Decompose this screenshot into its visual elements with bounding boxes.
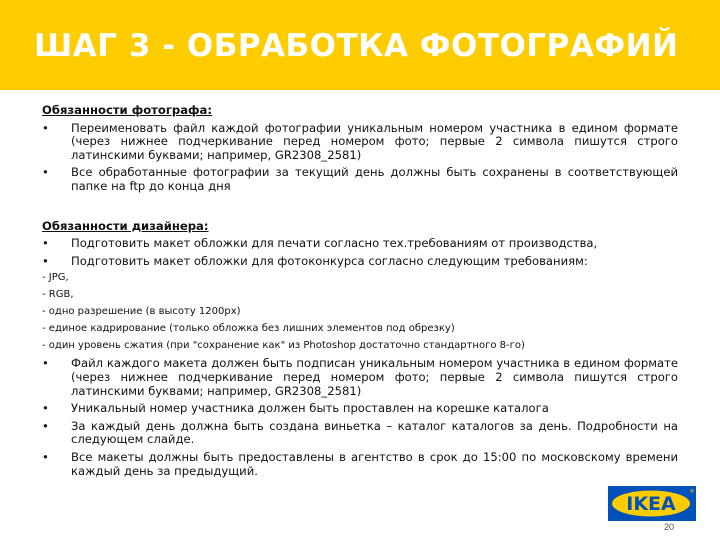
slide-body [42,104,678,482]
title-bar [0,0,720,90]
bullet-icon: • [42,120,49,135]
designer-duties-list [42,237,678,268]
slide-title: ШАГ 3 - ОБРАБОТКА ФОТОГРАФИЙ [34,28,679,64]
bullet-icon: • [42,449,49,464]
bullet-icon: • [42,401,49,416]
requirement-item: - одно разрешение (в высоту 1200px) [42,306,241,318]
list-item: • Подготовить макет обложки для фотоконкурса согласно следующим требованиям: [42,253,588,268]
bullet-icon: • [42,356,49,371]
requirement-item: - единое кадрирование (только обложка без лишних элементов под обрезку) [42,323,455,335]
list-item: • Файл каждого макета должен быть подписан уникальным номером участника в едином формате (через нижнее подчеркивание перед номером фото; первые 2 символа пишутся строго латинскими буквами; например, GR2308_2581) [42,356,678,398]
requirement-item: - JPG, [42,272,69,284]
photographer-duties-heading: Обязанности фотографа: [42,103,212,117]
photographer-duties-list [42,122,678,194]
designer-duties-heading: Обязанности дизайнера: [42,218,209,233]
list-item: • Подготовить макет обложки для печати согласно тех.требованиям от производства, [42,236,598,251]
bullet-icon: • [42,253,49,268]
requirement-item: - один уровень сжатия (при "сохранение как" из Photoshop достаточно стандартного 8-го) [42,340,525,352]
bullet-icon: • [42,165,49,180]
bullet-icon: • [42,236,49,251]
designer-duties-list-continued [42,357,678,478]
list-item: • За каждый день должна быть создана виньетка – каталог каталогов за день. Подробности на следующем слайде. [42,418,678,447]
page-number: 20 [664,522,675,532]
logo-registered-mark: ® [689,489,695,495]
ikea-logo-icon [608,486,696,521]
list-item: • Все макеты должны быть предоставлены в агентство в срок до 15:00 по московскому времени каждый день за предыдущий. [42,449,678,478]
list-item: • Уникальный номер участника должен быть проставлен на корешке каталога [42,401,549,416]
image-requirements-list [42,272,678,352]
requirement-item: - RGB, [42,289,74,301]
list-item: • Переименовать файл каждой фотографии уникальным номером участника в едином формате (через нижнее подчеркивание перед номером фото; первые 2 символа пишутся строго латинскими буквами; например, GR2308_2581) [42,120,678,162]
logo-wordmark: IKEA [626,493,676,515]
bullet-icon: • [42,418,49,433]
list-item: • Все обработанные фотографии за текущий день должны быть сохранены в соответствующей папке на ftp до конца дня [42,165,678,193]
